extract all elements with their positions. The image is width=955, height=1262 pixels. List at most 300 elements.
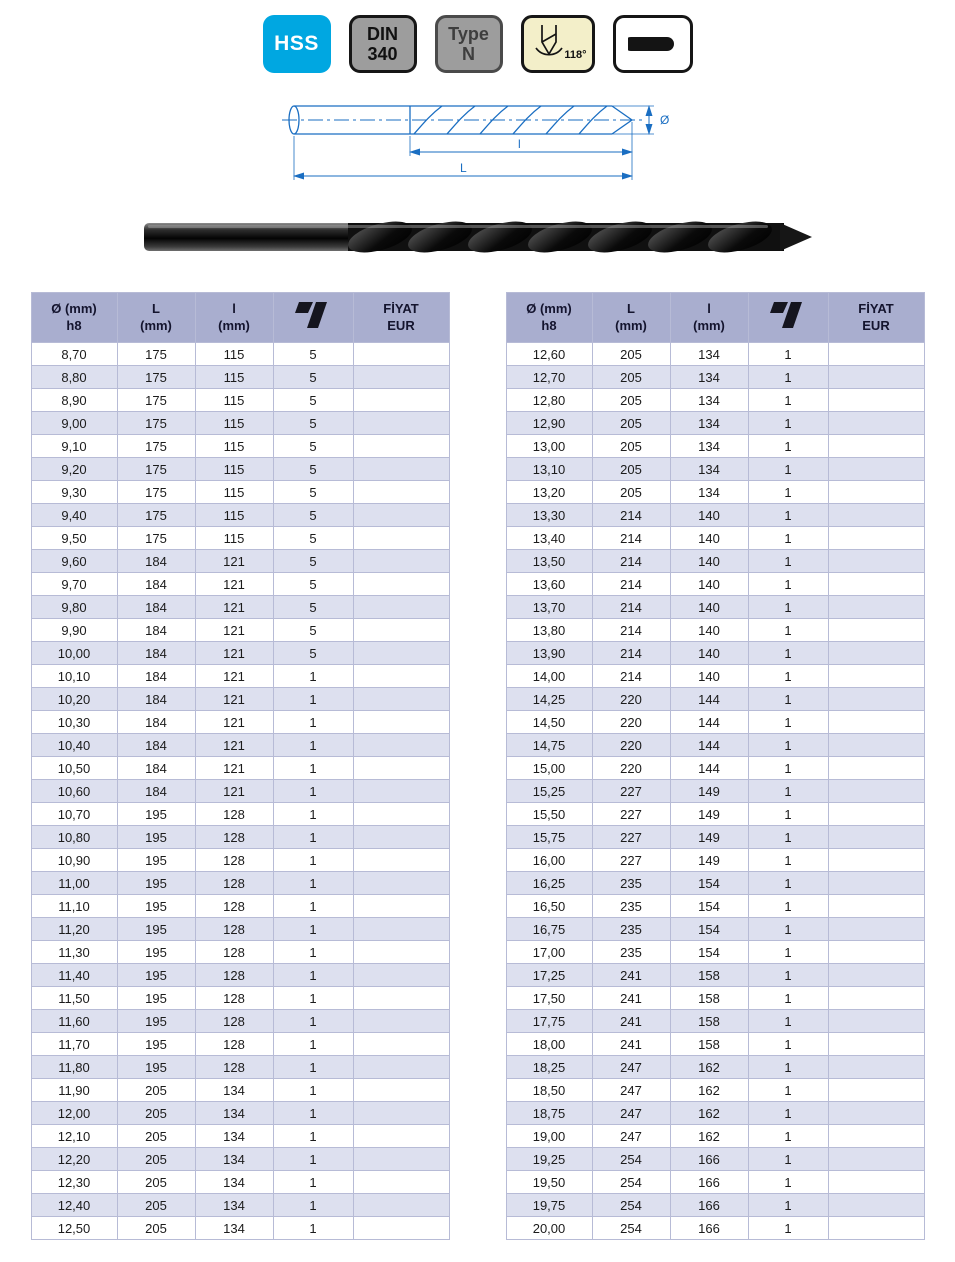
- cell-flute-length: 128: [195, 918, 273, 941]
- table-row: [506, 872, 924, 895]
- cell-total-length: 205: [117, 1171, 195, 1194]
- cell-pack-qty: 1: [748, 1217, 828, 1240]
- cell-price: [353, 964, 449, 987]
- cell-diameter: 15,25: [506, 780, 592, 803]
- cell-price: [828, 941, 924, 964]
- type-n-badge: [435, 15, 503, 73]
- cell-pack-qty: 5: [273, 619, 353, 642]
- cell-pack-qty: 1: [748, 412, 828, 435]
- cell-diameter: 13,70: [506, 596, 592, 619]
- cell-pack-qty: 1: [748, 1148, 828, 1171]
- cell-price: [353, 1217, 449, 1240]
- table-row: [31, 1079, 449, 1102]
- cell-price: [828, 895, 924, 918]
- cell-diameter: 11,70: [31, 1033, 117, 1056]
- cell-price: [828, 458, 924, 481]
- cell-total-length: 195: [117, 964, 195, 987]
- table-row: [506, 987, 924, 1010]
- cell-diameter: 16,00: [506, 849, 592, 872]
- header-line: l: [707, 300, 711, 316]
- brand-icon: [770, 301, 806, 329]
- cell-price: [353, 1033, 449, 1056]
- cell-pack-qty: 1: [273, 1171, 353, 1194]
- cell-total-length: 214: [592, 596, 670, 619]
- cell-flute-length: 166: [670, 1171, 748, 1194]
- cell-pack-qty: 1: [273, 849, 353, 872]
- cell-price: [353, 918, 449, 941]
- cell-total-length: 227: [592, 826, 670, 849]
- header-line: FİYAT: [858, 300, 894, 316]
- cell-total-length: 235: [592, 895, 670, 918]
- cell-total-length: 184: [117, 665, 195, 688]
- header-line: l: [232, 300, 236, 316]
- cell-pack-qty: 1: [748, 665, 828, 688]
- cell-pack-qty: 1: [748, 596, 828, 619]
- cell-price: [828, 1056, 924, 1079]
- cell-flute-length: 134: [670, 458, 748, 481]
- cell-diameter: 18,75: [506, 1102, 592, 1125]
- cell-flute-length: 121: [195, 550, 273, 573]
- cell-flute-length: 121: [195, 688, 273, 711]
- cell-total-length: 214: [592, 527, 670, 550]
- cell-price: [828, 987, 924, 1010]
- spec-badges-row: [0, 0, 955, 78]
- cell-price: [828, 527, 924, 550]
- cell-flute-length: 134: [195, 1171, 273, 1194]
- cell-diameter: 10,30: [31, 711, 117, 734]
- cell-diameter: 13,10: [506, 458, 592, 481]
- table-row: [31, 412, 449, 435]
- cell-price: [828, 389, 924, 412]
- cell-pack-qty: 5: [273, 366, 353, 389]
- cell-pack-qty: 1: [748, 573, 828, 596]
- cell-total-length: 205: [592, 435, 670, 458]
- table-row: [31, 964, 449, 987]
- cell-pack-qty: 1: [748, 964, 828, 987]
- cell-flute-length: 144: [670, 757, 748, 780]
- cell-total-length: 175: [117, 389, 195, 412]
- cell-diameter: 15,50: [506, 803, 592, 826]
- cell-diameter: 19,50: [506, 1171, 592, 1194]
- cell-diameter: 14,75: [506, 734, 592, 757]
- cell-pack-qty: 1: [273, 1148, 353, 1171]
- header-line: h8: [66, 317, 82, 333]
- cell-diameter: 10,50: [31, 757, 117, 780]
- table-row: [31, 1056, 449, 1079]
- cell-total-length: 184: [117, 619, 195, 642]
- cell-total-length: 205: [117, 1217, 195, 1240]
- cell-price: [828, 665, 924, 688]
- point-angle-label: 118°: [564, 49, 587, 61]
- cell-flute-length: 128: [195, 826, 273, 849]
- cell-diameter: 9,20: [31, 458, 117, 481]
- cell-price: [353, 1102, 449, 1125]
- cell-total-length: 205: [117, 1194, 195, 1217]
- cell-total-length: 184: [117, 734, 195, 757]
- table-row: [506, 1010, 924, 1033]
- cell-flute-length: 134: [670, 366, 748, 389]
- hss-badge: [263, 15, 331, 73]
- cell-pack-qty: 1: [748, 1125, 828, 1148]
- cell-price: [353, 688, 449, 711]
- cell-price: [828, 343, 924, 366]
- cell-flute-length: 128: [195, 849, 273, 872]
- cell-total-length: 184: [117, 780, 195, 803]
- cell-flute-length: 121: [195, 665, 273, 688]
- cell-diameter: 14,25: [506, 688, 592, 711]
- cell-diameter: 11,10: [31, 895, 117, 918]
- cell-price: [828, 849, 924, 872]
- table-row: [506, 504, 924, 527]
- cell-pack-qty: 1: [748, 550, 828, 573]
- col-header-flute-length: [670, 293, 748, 343]
- cell-pack-qty: 1: [748, 734, 828, 757]
- cell-pack-qty: 1: [273, 941, 353, 964]
- cell-price: [828, 1010, 924, 1033]
- cell-diameter: 16,50: [506, 895, 592, 918]
- table-row: [31, 1194, 449, 1217]
- cell-pack-qty: 1: [273, 1125, 353, 1148]
- cell-flute-length: 115: [195, 412, 273, 435]
- cell-pack-qty: 1: [273, 1217, 353, 1240]
- cell-total-length: 195: [117, 941, 195, 964]
- cell-price: [828, 1079, 924, 1102]
- cell-price: [353, 1171, 449, 1194]
- din-label-line1: DIN: [367, 23, 398, 44]
- cell-pack-qty: 1: [748, 826, 828, 849]
- table-row: [31, 458, 449, 481]
- cell-flute-length: 128: [195, 1033, 273, 1056]
- cell-flute-length: 140: [670, 550, 748, 573]
- cell-diameter: 13,40: [506, 527, 592, 550]
- cell-total-length: 195: [117, 803, 195, 826]
- cell-flute-length: 162: [670, 1056, 748, 1079]
- table-row: [506, 412, 924, 435]
- cell-total-length: 195: [117, 895, 195, 918]
- cell-total-length: 184: [117, 688, 195, 711]
- cell-price: [828, 481, 924, 504]
- size-tables-row: [0, 292, 955, 1240]
- cell-flute-length: 144: [670, 711, 748, 734]
- cell-flute-length: 144: [670, 734, 748, 757]
- cell-price: [828, 573, 924, 596]
- table-row: [31, 435, 449, 458]
- cell-flute-length: 140: [670, 573, 748, 596]
- cell-diameter: 17,25: [506, 964, 592, 987]
- cell-diameter: 13,90: [506, 642, 592, 665]
- cell-flute-length: 115: [195, 389, 273, 412]
- table-row: [506, 389, 924, 412]
- cell-diameter: 11,20: [31, 918, 117, 941]
- cell-pack-qty: 5: [273, 504, 353, 527]
- col-header-diameter: [506, 293, 592, 343]
- cell-flute-length: 162: [670, 1125, 748, 1148]
- cell-diameter: 13,60: [506, 573, 592, 596]
- cell-pack-qty: 1: [273, 1079, 353, 1102]
- cell-total-length: 214: [592, 573, 670, 596]
- cell-diameter: 16,25: [506, 872, 592, 895]
- cell-pack-qty: 1: [273, 918, 353, 941]
- cell-total-length: 214: [592, 642, 670, 665]
- cell-total-length: 235: [592, 872, 670, 895]
- cell-price: [828, 435, 924, 458]
- cell-flute-length: 115: [195, 527, 273, 550]
- cell-flute-length: 128: [195, 1010, 273, 1033]
- table-row: [31, 1102, 449, 1125]
- cell-total-length: 175: [117, 435, 195, 458]
- cell-flute-length: 134: [195, 1125, 273, 1148]
- cell-total-length: 205: [592, 412, 670, 435]
- table-row: [506, 481, 924, 504]
- table-row: [31, 826, 449, 849]
- cell-pack-qty: 5: [273, 481, 353, 504]
- table-row: [31, 688, 449, 711]
- cell-pack-qty: 1: [748, 481, 828, 504]
- table-row: [506, 849, 924, 872]
- cell-pack-qty: 1: [748, 458, 828, 481]
- flute-length-label: l: [517, 137, 521, 151]
- cell-pack-qty: 1: [748, 803, 828, 826]
- cell-flute-length: 140: [670, 642, 748, 665]
- cell-total-length: 254: [592, 1194, 670, 1217]
- cell-pack-qty: 1: [273, 688, 353, 711]
- cell-diameter: 18,25: [506, 1056, 592, 1079]
- cell-pack-qty: 1: [748, 1010, 828, 1033]
- cell-price: [353, 665, 449, 688]
- cell-total-length: 247: [592, 1079, 670, 1102]
- drill-dimension-diagram: [278, 94, 678, 198]
- cell-diameter: 17,75: [506, 1010, 592, 1033]
- cell-price: [828, 1217, 924, 1240]
- cell-price: [828, 642, 924, 665]
- cell-diameter: 13,20: [506, 481, 592, 504]
- table-row: [31, 343, 449, 366]
- cell-diameter: 12,40: [31, 1194, 117, 1217]
- size-table-right: [506, 292, 925, 1240]
- cell-price: [353, 895, 449, 918]
- cell-flute-length: 115: [195, 481, 273, 504]
- table-row: [31, 895, 449, 918]
- cell-total-length: 235: [592, 941, 670, 964]
- table-row: [506, 711, 924, 734]
- header-line: EUR: [862, 317, 890, 333]
- header-line: h8: [541, 317, 557, 333]
- cell-flute-length: 115: [195, 458, 273, 481]
- cell-diameter: 8,80: [31, 366, 117, 389]
- table-row: [31, 918, 449, 941]
- cell-pack-qty: 1: [748, 780, 828, 803]
- cell-flute-length: 140: [670, 596, 748, 619]
- cell-total-length: 175: [117, 504, 195, 527]
- cell-pack-qty: 1: [273, 872, 353, 895]
- table-row: [31, 596, 449, 619]
- cell-flute-length: 134: [670, 389, 748, 412]
- cell-flute-length: 134: [195, 1079, 273, 1102]
- cell-pack-qty: 1: [273, 665, 353, 688]
- cell-price: [828, 550, 924, 573]
- table-header-row: [506, 293, 924, 343]
- header-line: (mm): [218, 317, 250, 333]
- cell-flute-length: 134: [195, 1194, 273, 1217]
- cell-flute-length: 140: [670, 619, 748, 642]
- cell-price: [353, 757, 449, 780]
- cell-flute-length: 134: [195, 1217, 273, 1240]
- drill-point-icon: [531, 23, 567, 65]
- cell-total-length: 235: [592, 918, 670, 941]
- cell-price: [828, 964, 924, 987]
- cell-price: [353, 941, 449, 964]
- diameter-label: Ø: [659, 113, 669, 127]
- header-line: (mm): [140, 317, 172, 333]
- cell-price: [828, 1102, 924, 1125]
- cell-pack-qty: 1: [748, 435, 828, 458]
- table-row: [31, 987, 449, 1010]
- cell-price: [353, 1010, 449, 1033]
- col-header-price: [828, 293, 924, 343]
- cell-price: [353, 550, 449, 573]
- cell-price: [353, 458, 449, 481]
- cell-flute-length: 166: [670, 1194, 748, 1217]
- cell-pack-qty: 5: [273, 550, 353, 573]
- cell-diameter: 16,75: [506, 918, 592, 941]
- header-line: L: [627, 300, 635, 316]
- cell-pack-qty: 1: [273, 803, 353, 826]
- cell-total-length: 175: [117, 343, 195, 366]
- table-row: [31, 481, 449, 504]
- cell-diameter: 9,00: [31, 412, 117, 435]
- cell-price: [353, 872, 449, 895]
- cell-total-length: 195: [117, 826, 195, 849]
- cell-total-length: 195: [117, 1056, 195, 1079]
- cell-pack-qty: 1: [273, 1102, 353, 1125]
- header-line: (mm): [615, 317, 647, 333]
- cell-total-length: 241: [592, 1010, 670, 1033]
- cell-pack-qty: 1: [748, 987, 828, 1010]
- cell-total-length: 195: [117, 918, 195, 941]
- cell-total-length: 241: [592, 1033, 670, 1056]
- cell-total-length: 254: [592, 1217, 670, 1240]
- table-row: [506, 1217, 924, 1240]
- cell-total-length: 184: [117, 596, 195, 619]
- cell-price: [828, 826, 924, 849]
- cell-pack-qty: 1: [748, 366, 828, 389]
- table-row: [31, 619, 449, 642]
- table-row: [31, 872, 449, 895]
- cell-flute-length: 121: [195, 619, 273, 642]
- cell-pack-qty: 5: [273, 435, 353, 458]
- cell-flute-length: 149: [670, 780, 748, 803]
- cell-total-length: 227: [592, 849, 670, 872]
- cell-total-length: 247: [592, 1056, 670, 1079]
- col-header-diameter: [31, 293, 117, 343]
- cell-diameter: 12,50: [31, 1217, 117, 1240]
- cell-total-length: 205: [117, 1148, 195, 1171]
- din-340-badge: [349, 15, 417, 73]
- cell-total-length: 175: [117, 412, 195, 435]
- cell-total-length: 184: [117, 550, 195, 573]
- header-line: Ø (mm): [51, 300, 97, 316]
- table-row: [31, 1033, 449, 1056]
- cell-flute-length: 158: [670, 1033, 748, 1056]
- cell-pack-qty: 1: [748, 1194, 828, 1217]
- cell-pack-qty: 5: [273, 389, 353, 412]
- cell-total-length: 214: [592, 619, 670, 642]
- cell-diameter: 11,40: [31, 964, 117, 987]
- cell-price: [828, 803, 924, 826]
- cell-total-length: 241: [592, 987, 670, 1010]
- cell-price: [828, 619, 924, 642]
- cell-flute-length: 134: [195, 1102, 273, 1125]
- cell-pack-qty: 5: [273, 412, 353, 435]
- cell-flute-length: 128: [195, 964, 273, 987]
- cell-pack-qty: 1: [273, 1033, 353, 1056]
- cell-total-length: 220: [592, 711, 670, 734]
- cell-pack-qty: 5: [273, 458, 353, 481]
- cell-total-length: 220: [592, 688, 670, 711]
- cell-diameter: 11,50: [31, 987, 117, 1010]
- cell-diameter: 11,80: [31, 1056, 117, 1079]
- col-header-total-length: [117, 293, 195, 343]
- cell-price: [353, 1056, 449, 1079]
- cell-flute-length: 134: [670, 435, 748, 458]
- cell-pack-qty: 1: [273, 711, 353, 734]
- cell-diameter: 11,60: [31, 1010, 117, 1033]
- cell-price: [353, 481, 449, 504]
- table-row: [31, 803, 449, 826]
- table-row: [506, 688, 924, 711]
- cell-flute-length: 158: [670, 987, 748, 1010]
- cell-diameter: 14,50: [506, 711, 592, 734]
- cell-flute-length: 154: [670, 895, 748, 918]
- cell-price: [353, 389, 449, 412]
- table-row: [506, 918, 924, 941]
- table-row: [31, 1010, 449, 1033]
- cell-flute-length: 128: [195, 872, 273, 895]
- cell-diameter: 10,80: [31, 826, 117, 849]
- cell-flute-length: 115: [195, 435, 273, 458]
- table-row: [506, 1102, 924, 1125]
- cell-pack-qty: 1: [748, 504, 828, 527]
- cell-total-length: 175: [117, 458, 195, 481]
- cylindrical-shank-icon: [628, 35, 678, 53]
- table-row: [506, 1194, 924, 1217]
- cell-total-length: 195: [117, 1010, 195, 1033]
- cell-pack-qty: 5: [273, 343, 353, 366]
- cell-diameter: 12,30: [31, 1171, 117, 1194]
- cell-price: [828, 412, 924, 435]
- header-line: (mm): [693, 317, 725, 333]
- cell-total-length: 254: [592, 1171, 670, 1194]
- cell-total-length: 195: [117, 849, 195, 872]
- table-row: [31, 780, 449, 803]
- table-row: [31, 1171, 449, 1194]
- table-row: [506, 665, 924, 688]
- cell-price: [828, 872, 924, 895]
- cell-price: [828, 757, 924, 780]
- cell-pack-qty: 1: [273, 780, 353, 803]
- table-header-row: [31, 293, 449, 343]
- cell-flute-length: 128: [195, 803, 273, 826]
- table-row: [506, 1171, 924, 1194]
- cell-flute-length: 128: [195, 987, 273, 1010]
- cell-pack-qty: 1: [748, 711, 828, 734]
- cell-pack-qty: 5: [273, 642, 353, 665]
- cell-flute-length: 166: [670, 1217, 748, 1240]
- cell-diameter: 10,00: [31, 642, 117, 665]
- cell-price: [353, 1079, 449, 1102]
- cell-total-length: 214: [592, 504, 670, 527]
- cell-pack-qty: 1: [748, 895, 828, 918]
